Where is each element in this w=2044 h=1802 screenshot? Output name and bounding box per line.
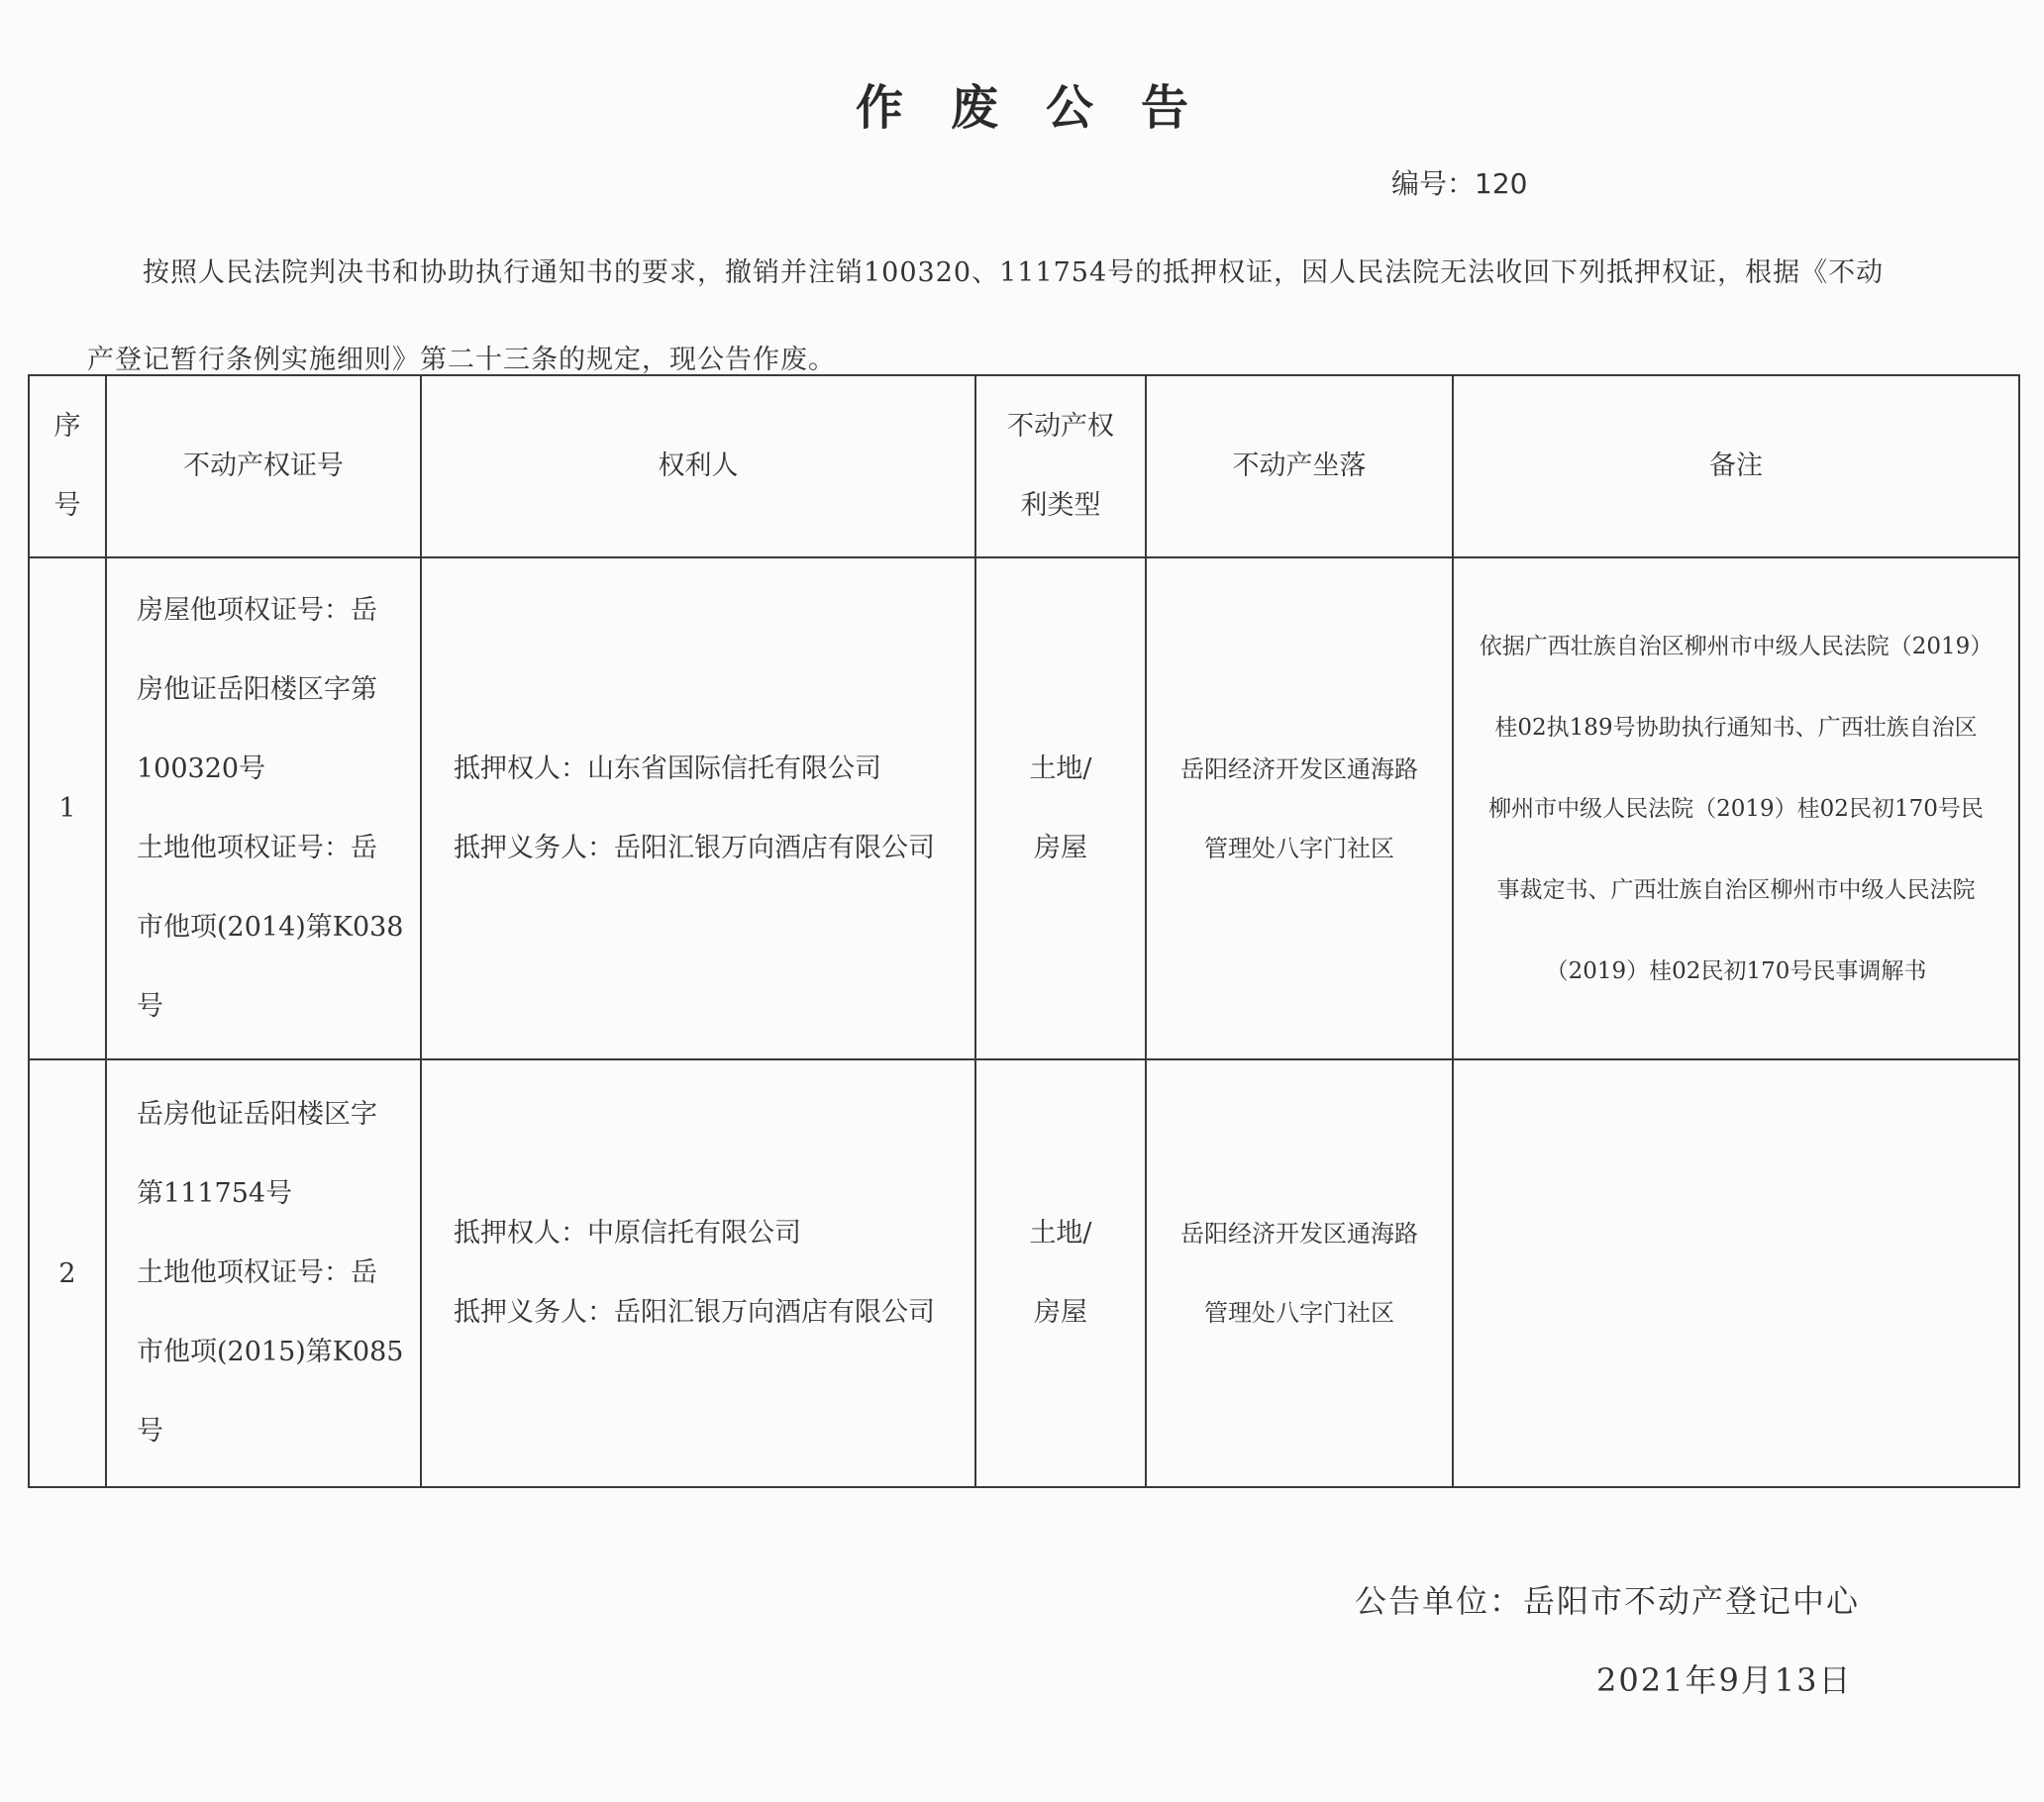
type-line: 房屋 bbox=[1034, 1297, 1087, 1328]
location-cell bbox=[1146, 1059, 1453, 1487]
header-note: 备注 bbox=[1453, 375, 2019, 557]
cert-line: 号 bbox=[137, 1416, 163, 1447]
header-holder: 权利人 bbox=[421, 375, 975, 557]
cert-line: 房屋他项权证号：岳 bbox=[137, 594, 377, 626]
table-row bbox=[29, 1059, 2019, 1487]
mortgagee: 抵押权人：山东省国际信托有限公司 bbox=[454, 752, 881, 784]
void-certificate-table bbox=[28, 374, 2020, 1488]
type-line: 土地/ bbox=[1029, 752, 1092, 784]
note-line: （2019）桂02民初170号民事调解书 bbox=[1545, 957, 1927, 984]
cert-line: 号 bbox=[137, 990, 163, 1022]
type-line: 土地/ bbox=[1029, 1218, 1092, 1249]
table-row bbox=[29, 557, 2019, 1059]
note-cell bbox=[1453, 557, 2019, 1059]
location-cell bbox=[1146, 557, 1453, 1059]
cert-line: 房他证岳阳楼区字第 bbox=[137, 673, 377, 705]
header-type-line: 利类型 bbox=[1020, 490, 1101, 521]
cert-line: 100320号 bbox=[137, 752, 266, 784]
cert-line: 土地他项权证号：岳 bbox=[137, 832, 377, 863]
header-location: 不动产坐落 bbox=[1146, 375, 1453, 557]
mortgagee: 抵押权人：中原信托有限公司 bbox=[454, 1218, 801, 1249]
note-line: 事裁定书、广西壮族自治区柳州市中级人民法院 bbox=[1496, 876, 1976, 903]
location-line: 管理处八字门社区 bbox=[1204, 834, 1394, 862]
cert-line: 第111754号 bbox=[137, 1178, 293, 1209]
note-line: 柳州市中级人民法院（2019）桂02民初170号民 bbox=[1488, 795, 1984, 822]
header-no-line: 序 bbox=[53, 411, 81, 442]
right-holder-cell bbox=[421, 1059, 975, 1487]
note-cell bbox=[1453, 1059, 2019, 1487]
location-line: 岳阳经济开发区通海路 bbox=[1180, 754, 1418, 783]
cert-line: 市他项(2015)第K085 bbox=[137, 1337, 404, 1367]
type-line: 房屋 bbox=[1034, 832, 1087, 863]
row-number: 1 bbox=[29, 557, 106, 1059]
header-cert: 不动产权证号 bbox=[106, 375, 421, 557]
row-number: 2 bbox=[29, 1059, 106, 1487]
table-header-row bbox=[29, 375, 2019, 557]
location-line: 岳阳经济开发区通海路 bbox=[1180, 1220, 1418, 1248]
header-type bbox=[975, 375, 1146, 557]
document-number: 编号：120 bbox=[1391, 167, 1528, 200]
mortgagor: 抵押义务人：岳阳汇银万向酒店有限公司 bbox=[454, 1297, 935, 1328]
page-title: 作废公告 bbox=[855, 80, 1236, 136]
location-line: 管理处八字门社区 bbox=[1204, 1299, 1394, 1327]
right-type-cell bbox=[975, 557, 1146, 1059]
issue-date: 2021年9月13日 bbox=[1596, 1661, 1853, 1699]
header-no-line: 号 bbox=[53, 490, 81, 521]
note-line: 依据广西壮族自治区柳州市中级人民法院（2019） bbox=[1479, 633, 1993, 659]
issuing-organization: 公告单位：岳阳市不动产登记中心 bbox=[1355, 1582, 1861, 1620]
cert-line: 岳房他证岳阳楼区字 bbox=[137, 1099, 377, 1130]
cert-line: 土地他项权证号：岳 bbox=[137, 1257, 377, 1288]
mortgagor: 抵押义务人：岳阳汇银万向酒店有限公司 bbox=[454, 832, 935, 863]
note-line: 桂02执189号协助执行通知书、广西壮族自治区 bbox=[1494, 714, 1978, 741]
cert-line: 市他项(2014)第K038 bbox=[137, 911, 404, 943]
intro-paragraph: 按照人民法院判决书和协助执行通知书的要求，撤销并注销100320、111754号的抵押权证，因人民法院无法收回下列抵押权证，根据《不动产登记暂行条例实施细则》第二十三条的规定，现公告作废。 bbox=[87, 257, 1885, 375]
header-type-line: 不动产权 bbox=[1007, 411, 1114, 442]
cert-number-cell bbox=[106, 557, 421, 1059]
header-no bbox=[29, 375, 106, 557]
cert-number-cell bbox=[106, 1059, 421, 1487]
right-type-cell bbox=[975, 1059, 1146, 1487]
right-holder-cell bbox=[421, 557, 975, 1059]
